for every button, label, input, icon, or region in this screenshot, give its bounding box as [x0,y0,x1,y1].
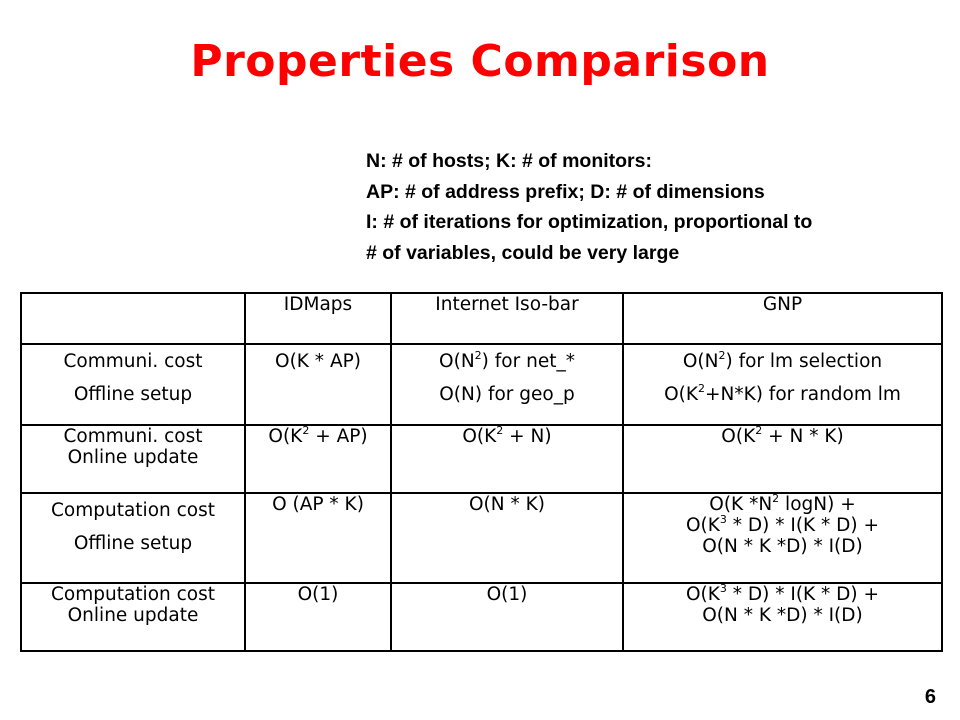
idmaps-cell [245,583,391,651]
row-label-line: Computation cost [50,500,216,521]
isobar-cell [391,425,623,493]
table-row [21,583,942,651]
table-row [21,344,942,425]
comparison-table [20,292,943,652]
idmaps-cell [245,493,391,583]
cell-line: $O(K^2 + N * K)$ [721,425,844,447]
row-label-cell [21,344,245,425]
cell-line: $O(K^2 + AP)$ [268,425,368,447]
isobar-cell [391,583,623,651]
cell-line: O(1) [486,584,528,605]
legend-line: # of variables, could be very large [366,241,680,264]
cell-line: $O(N^2)$ for lm selection [682,349,883,372]
row-label-line: Online update [67,605,199,626]
isobar-cell [391,344,623,425]
gnp-cell [623,425,942,493]
legend-line: N: # of hosts; K: # of monitors: [366,150,652,172]
slide-title: Properties Comparison [190,36,770,87]
row-label-line: Online update [67,447,199,468]
isobar-cell [391,493,623,583]
row-label-line: Communi. cost [63,351,203,372]
legend-line: I: # of iterations for optimization, proportional to [366,211,813,233]
cell-line: O(1) [297,584,339,605]
row-label-line: Communi. cost [63,426,203,447]
row-label-line: Computation cost [50,584,216,605]
gnp-cell [623,583,942,651]
cell-line: $O(K^2+N*K)$ for random lm [664,382,901,405]
cell-line: O(N) for geo_p [439,384,575,405]
cell-line: O(N * K) [469,494,545,515]
idmaps-cell [245,425,391,493]
idmaps-cell [245,344,391,425]
cell-line: $O(K^2 + N)$ [462,425,552,447]
legend-line: AP: # of address prefix; D: # of dimensions [366,180,765,203]
cell-line: O(K $*N^2$ logN) + [709,493,856,515]
cell-line: O(N * K *D) * I(D) [702,536,863,557]
gnp-cell [623,344,942,425]
header-cell-gnp: GNP [623,293,942,344]
cell-line: $O(K^3 * D) * I(K * D)$ + [685,513,880,536]
table-header-row [21,293,942,344]
page-number: 6 [924,686,936,708]
row-label-line: Offline setup [73,384,193,405]
table-row [21,493,942,583]
cell-line: O (AP * K) [272,494,364,515]
header-cell-idmaps: IDMaps [245,293,391,344]
gnp-cell [623,493,942,583]
variable-legend [366,146,946,268]
cell-line: $O(K^3 * D) * I(K * D)$ + [685,583,880,605]
cell-line: O(N * K *D) * I(D) [702,605,863,626]
row-label-cell [21,493,245,583]
row-label-line: Offline setup [73,533,193,554]
header-cell-empty [21,293,245,344]
row-label-cell [21,583,245,651]
cell-line: O(K * AP) [275,351,361,372]
table-row [21,425,942,493]
cell-line: $O(N^2)$ for net_* [439,349,575,372]
row-label-cell [21,425,245,493]
header-cell-isobar: Internet Iso-bar [391,293,623,344]
